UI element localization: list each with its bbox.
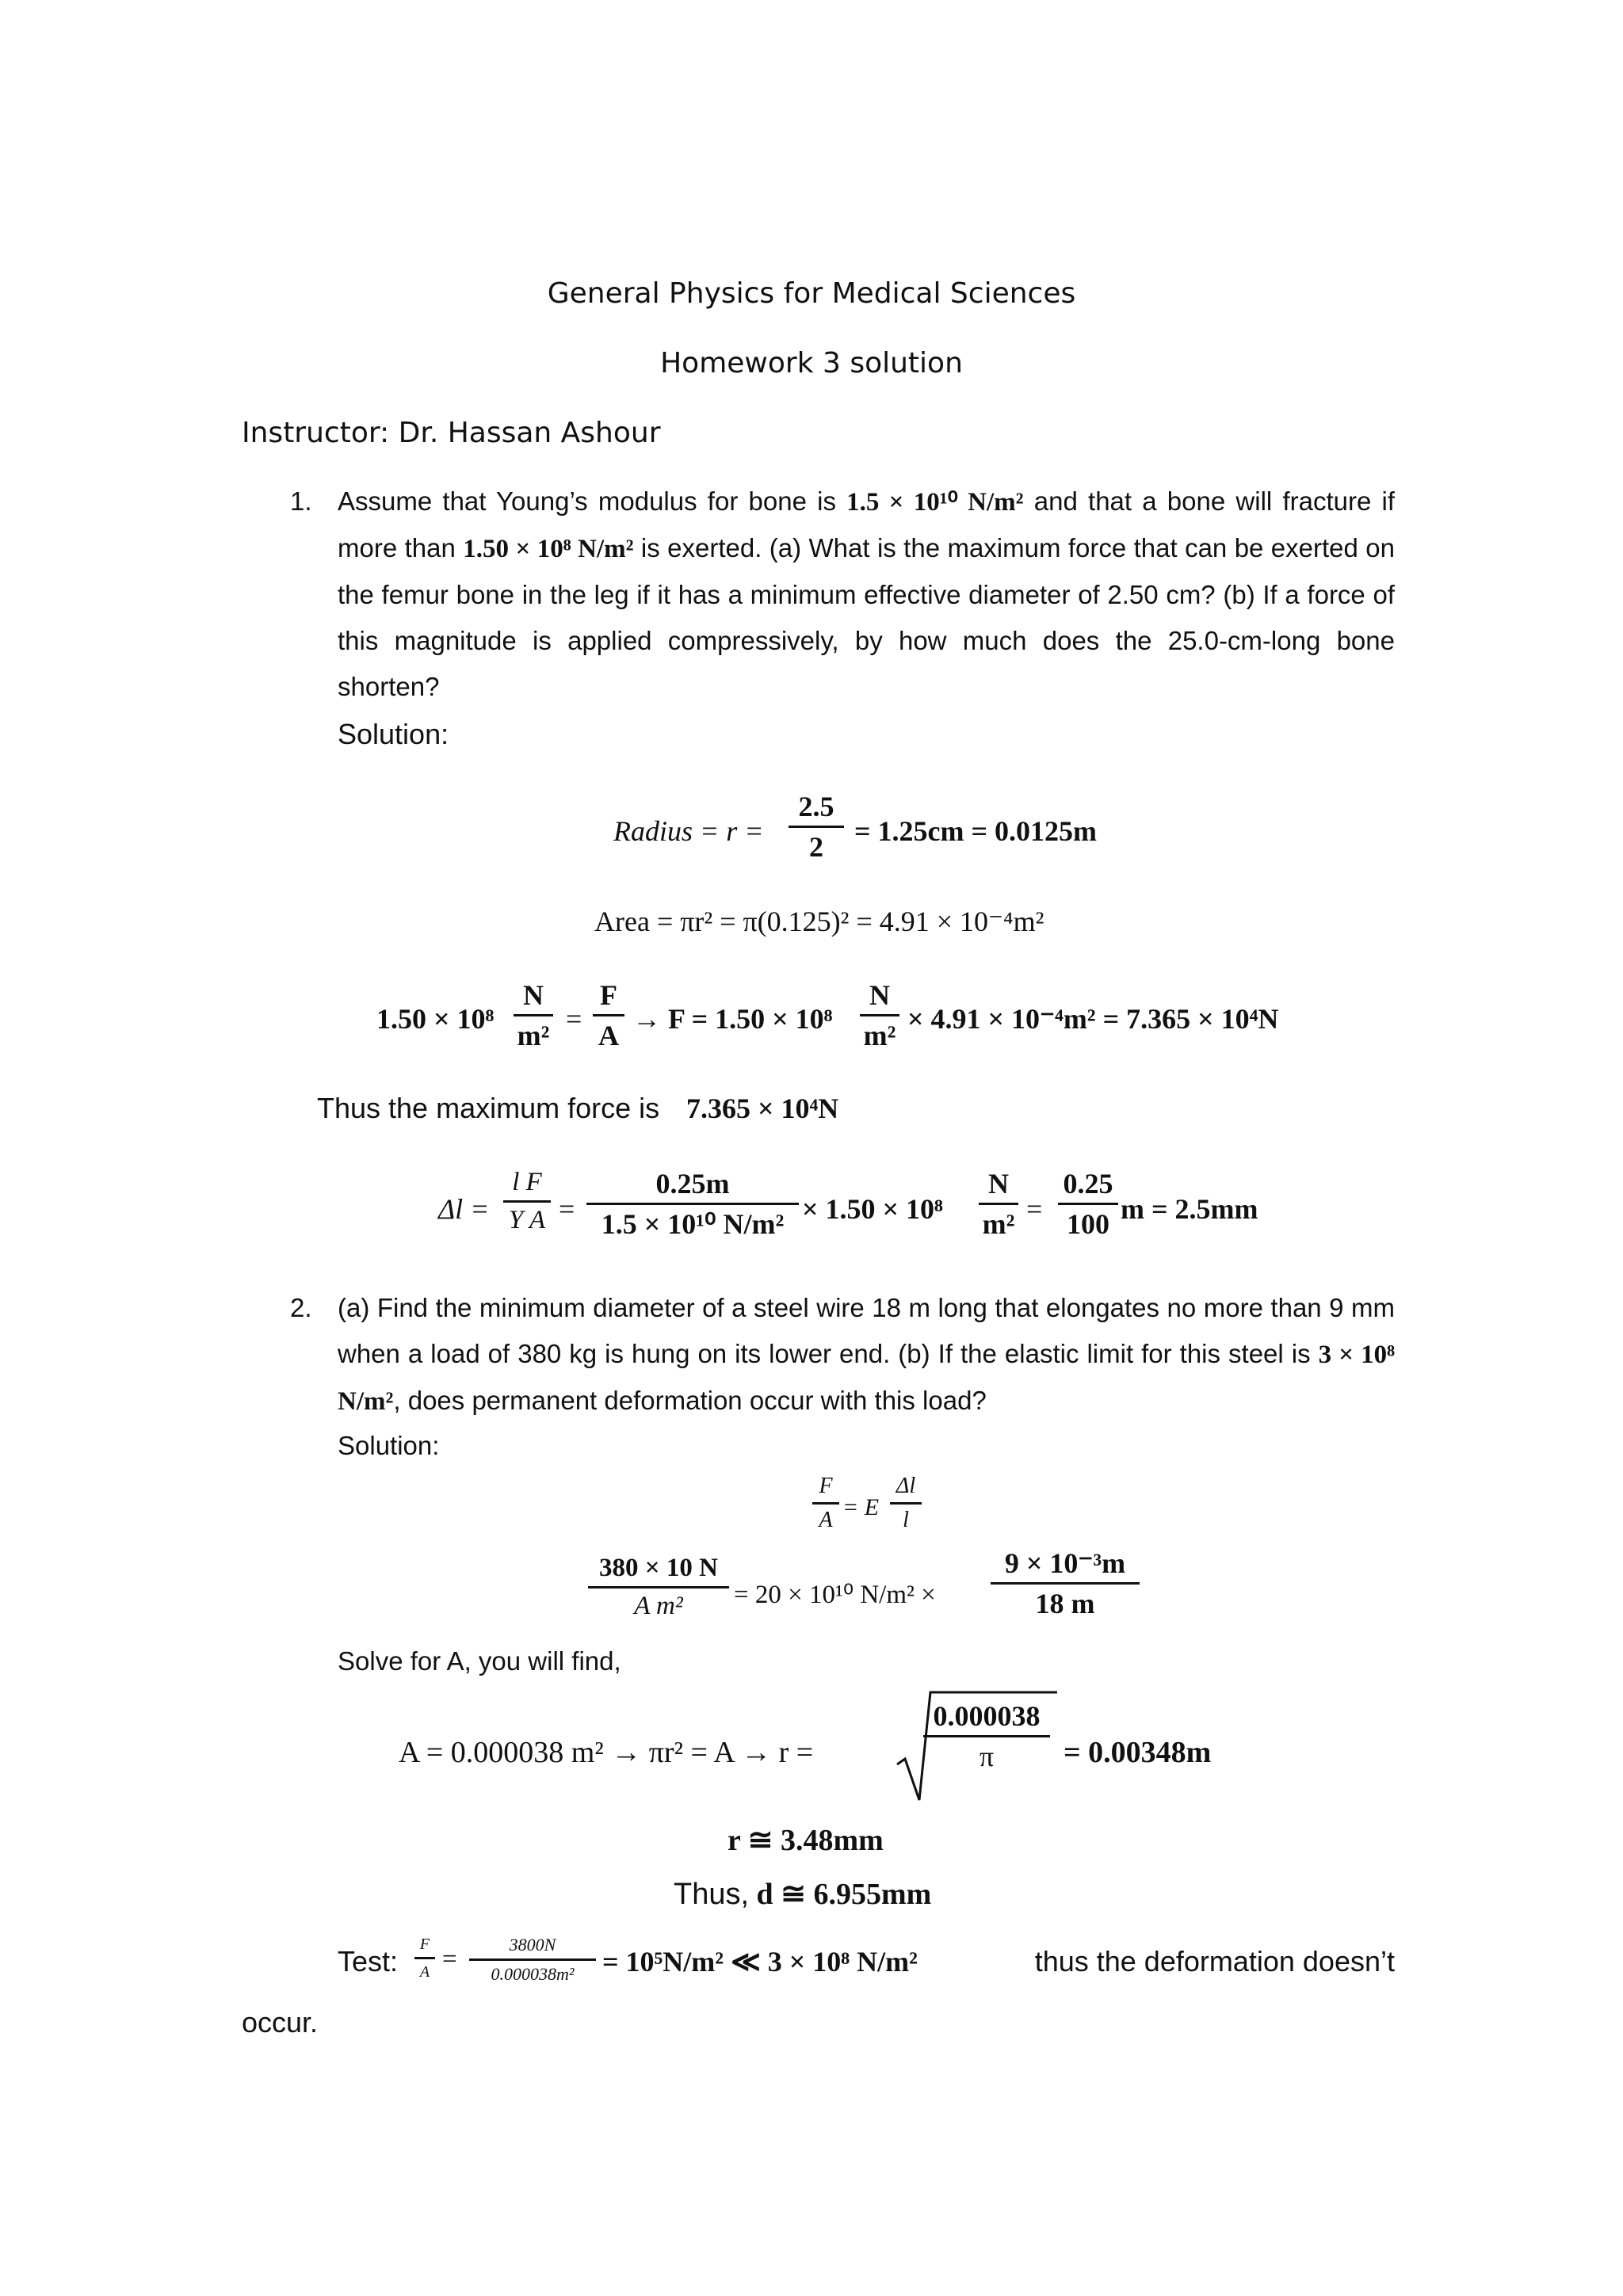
test-tail: thus the deformation doesn’t (1034, 1945, 1395, 1978)
problem-1-text-a: Assume that Young’s modulus for bone is (338, 486, 836, 516)
test-fraction-1-numerator: F (414, 1936, 435, 1959)
force-unit-fraction (514, 981, 553, 1050)
problem-2-text-b: , does permanent deformation occur with this load? (393, 1386, 987, 1415)
substitution-fraction-2 (991, 1549, 1140, 1618)
force-unit2-numerator: N (860, 981, 899, 1016)
force-unit2-denominator: m² (863, 1020, 896, 1051)
problem-2-number: 2. (290, 1293, 312, 1322)
stress-fraction-1-denominator: A (819, 1508, 833, 1532)
test-fraction-2-denominator: 0.000038m² (491, 1964, 575, 1984)
force-unit-numerator: N (514, 981, 553, 1016)
problem-1-text-b: and that a bone will fracture if more than (338, 486, 1396, 563)
area-rhs: = 0.00348m (1064, 1736, 1212, 1769)
dl-fraction-1-denominator: Y A (508, 1206, 546, 1234)
solve-for-a-text: Solve for A, you will find, (338, 1646, 621, 1676)
course-title: General Physics for Medical Sciences (547, 277, 1076, 310)
radius-denominator: 2 (809, 831, 823, 863)
stress-fraction-1-numerator: F (812, 1475, 839, 1505)
force-rhs: × 4.91 × 10⁻⁴m² = 7.365 × 10⁴N (907, 1003, 1279, 1035)
sqrt-numerator: 0.000038 (923, 1702, 1050, 1737)
diameter-label: Thus, (674, 1878, 750, 1911)
dl-fraction-2 (586, 1169, 799, 1238)
problem-1-fracture: 1.50 × 10⁸ N/m² (463, 535, 634, 563)
problem-2-limit: 3 × 10⁸ N/m² (338, 1341, 1396, 1416)
radius-numerator: 2.5 (789, 792, 844, 828)
force-ratio-denominator: A (598, 1020, 619, 1051)
test-end: occur. (242, 2006, 319, 2039)
dl-fraction-1-numerator: l F (503, 1169, 551, 1203)
substitution-middle: = 20 × 10¹⁰ N/m² × (734, 1581, 936, 1609)
sqrt-denominator: π (979, 1741, 995, 1772)
stress-middle: = E (842, 1494, 880, 1520)
radius-approx: r ≅ 3.48mm (727, 1824, 884, 1857)
force-ratio-fraction (593, 981, 624, 1050)
dl-fraction-1 (503, 1169, 551, 1234)
stress-fraction-2-numerator: Δl (890, 1475, 922, 1505)
problem-2-text-a: (a) Find the minimum diameter of a steel wire 18 m long that elongates no more than 9 mm when a load of 380 kg is hung on its lower end. (b) If the elastic limit for this steel is (338, 1293, 1395, 1368)
area-radius-equation: A = 0.000038 m² → πr² = A → r = (399, 1736, 814, 1769)
problem-1-solution-label: Solution: (338, 718, 449, 750)
test-label: Test: (338, 1945, 399, 1978)
force-conclusion-text: Thus the maximum force is (317, 1092, 660, 1124)
test-fraction-2-numerator: 3800N (469, 1936, 596, 1961)
problem-2-statement (338, 1285, 1395, 1425)
problem-1-modulus: 1.5 × 10¹⁰ N/m² (846, 488, 1024, 517)
substitution-fraction-1-denominator: A m² (634, 1592, 683, 1620)
stress-fraction-2 (890, 1475, 922, 1531)
sqrt-fraction (923, 1702, 1050, 1771)
dl-fraction-4-denominator: 100 (1067, 1208, 1109, 1240)
force-middle: → F = 1.50 × 10⁸ (632, 1003, 833, 1035)
diameter-line (674, 1876, 931, 1912)
dl-fraction-2-denominator: 1.5 × 10¹⁰ N/m² (601, 1208, 785, 1240)
dl-fraction-4 (1058, 1169, 1118, 1238)
problem-2-solution-label: Solution: (338, 1431, 440, 1460)
test-equals: = (442, 1945, 457, 1974)
substitution-fraction-1-numerator: 380 × 10 N (588, 1555, 729, 1589)
stress-fraction-1 (812, 1475, 839, 1531)
force-conclusion-value: 7.365 × 10⁴N (686, 1093, 839, 1124)
diameter-approx: d ≅ 6.955mm (756, 1878, 932, 1911)
radius-rhs: = 1.25cm = 0.0125m (854, 815, 1097, 847)
radius-lhs: Radius = r = (613, 815, 764, 847)
dl-equals-2: = (1026, 1193, 1043, 1225)
dl-lhs: Δl = (438, 1193, 490, 1225)
test-rhs: = 10⁵N/m² ≪ 3 × 10⁸ N/m² (602, 1946, 918, 1978)
test-fraction-1 (414, 1936, 435, 1980)
dl-fraction-2-numerator: 0.25m (586, 1169, 799, 1205)
dl-fraction-4-numerator: 0.25 (1058, 1169, 1118, 1205)
test-fraction-2 (469, 1936, 596, 1983)
problem-1-statement (338, 479, 1395, 710)
dl-equals-1: = (559, 1193, 575, 1225)
problem-1-text-c: is exerted. (a) What is the maximum force that can be exerted on the femur bone in the leg if it has a minimum effective diameter of 2.50 cm? (b) If a force of this magnitude is applied compressively, by how much does the 25.0-cm-long bone shorten? (338, 533, 1395, 701)
dl-middle: × 1.50 × 10⁸ (802, 1193, 943, 1225)
problem-1-number: 1. (290, 486, 312, 516)
force-ratio-numerator: F (593, 981, 624, 1016)
stress-fraction-2-denominator: l (903, 1508, 909, 1532)
radius-fraction (789, 792, 844, 861)
dl-fraction-3-denominator: m² (982, 1208, 1015, 1240)
force-unit-denominator: m² (517, 1020, 550, 1051)
instructor-line: Instructor: Dr. Hassan Ashour (242, 417, 661, 449)
force-equals: = (566, 1003, 582, 1035)
dl-fraction-3 (979, 1169, 1018, 1238)
dl-rhs: m = 2.5mm (1121, 1193, 1258, 1225)
substitution-fraction-2-numerator: 9 × 10⁻³m (991, 1549, 1140, 1585)
homework-subtitle: Homework 3 solution (660, 347, 963, 379)
substitution-fraction-2-denominator: 18 m (1035, 1588, 1095, 1619)
test-fraction-1-denominator: A (419, 1963, 430, 1981)
substitution-fraction-1 (588, 1555, 729, 1619)
force-lhs: 1.50 × 10⁸ (376, 1003, 495, 1035)
dl-fraction-3-numerator: N (979, 1169, 1018, 1205)
area-equation: Area = πr² = π(0.125)² = 4.91 × 10⁻⁴m² (594, 906, 1044, 937)
force-unit2-fraction (860, 981, 899, 1050)
